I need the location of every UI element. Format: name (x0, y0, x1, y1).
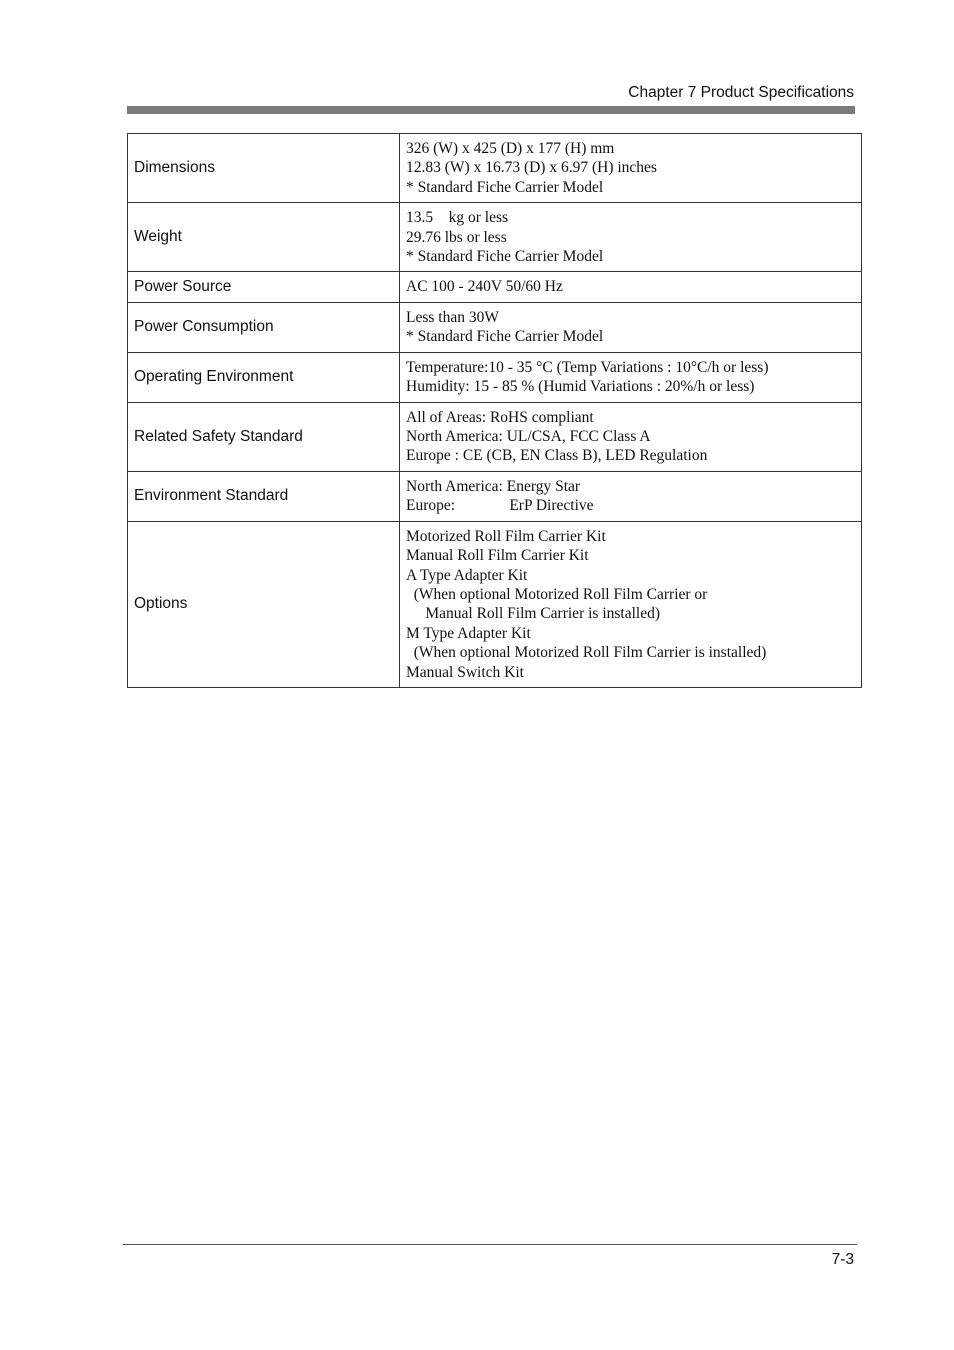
spec-label: Related Safety Standard (128, 402, 400, 471)
header-divider-bar (127, 106, 855, 114)
spec-value-line: (When optional Motorized Roll Film Carrier is installed) (406, 644, 767, 662)
spec-table (127, 133, 862, 688)
table-row (128, 521, 862, 687)
table-row (128, 134, 862, 203)
spec-value-line: Temperature:10 - 35 °C (Temp Variations : 10°C/h or less) (406, 358, 769, 376)
spec-label: Options (128, 521, 400, 687)
spec-value-line: Motorized Roll Film Carrier Kit (406, 527, 606, 545)
page-number: 7-3 (831, 1251, 854, 1268)
spec-value (400, 471, 862, 521)
spec-value (400, 134, 862, 203)
spec-value-line: All of Areas: RoHS compliant (406, 408, 594, 426)
table-row (128, 302, 862, 352)
spec-value (400, 402, 862, 471)
spec-value-line: North America: UL/CSA, FCC Class A (406, 428, 651, 446)
spec-value-line: (When optional Motorized Roll Film Carrier or (406, 585, 708, 603)
spec-value-line: 29.76 lbs or less (406, 228, 507, 246)
spec-value (400, 272, 862, 302)
spec-value-line: Humidity: 15 - 85 % (Humid Variations : 20%/h or less) (406, 378, 755, 396)
spec-value-line: 13.5 kg or less (406, 209, 509, 227)
spec-value-line: Less than 30W (406, 308, 499, 326)
table-row (128, 471, 862, 521)
spec-value-line: 326 (W) x 425 (D) x 177 (H) mm (406, 140, 615, 157)
spec-value-line: North America: Energy Star (406, 477, 581, 495)
spec-value-line: Manual Roll Film Carrier is installed) (406, 605, 660, 623)
spec-value-line: * Standard Fiche Carrier Model (406, 328, 604, 346)
spec-value (400, 352, 862, 402)
spec-label: Power Source (128, 272, 400, 302)
spec-value-line: M Type Adapter Kit (406, 624, 531, 642)
spec-label: Environment Standard (128, 471, 400, 521)
spec-value-line: Manual Switch Kit (406, 663, 524, 681)
footer-divider (123, 1244, 857, 1245)
spec-value-line: AC 100 - 240V 50/60 Hz (406, 278, 563, 296)
table-row (128, 402, 862, 471)
spec-value-line: Europe: ErP Directive (406, 497, 594, 515)
table-row (128, 203, 862, 272)
spec-value-line: Europe : CE (CB, EN Class B), LED Regulation (406, 447, 708, 465)
spec-value-line: Manual Roll Film Carrier Kit (406, 547, 589, 565)
spec-value (400, 521, 862, 687)
spec-label: Power Consumption (128, 302, 400, 352)
spec-value-line: * Standard Fiche Carrier Model (406, 248, 604, 266)
spec-value-line: A Type Adapter Kit (406, 566, 528, 584)
spec-value (400, 203, 862, 272)
spec-label: Operating Environment (128, 352, 400, 402)
chapter-title: Chapter 7 Product Specifications (628, 84, 854, 101)
spec-label: Dimensions (128, 134, 400, 203)
spec-label: Weight (128, 203, 400, 272)
spec-value-line: 12.83 (W) x 16.73 (D) x 6.97 (H) inches (406, 159, 657, 177)
table-row (128, 272, 862, 302)
spec-value-line: * Standard Fiche Carrier Model (406, 178, 604, 196)
table-row (128, 352, 862, 402)
spec-value (400, 302, 862, 352)
